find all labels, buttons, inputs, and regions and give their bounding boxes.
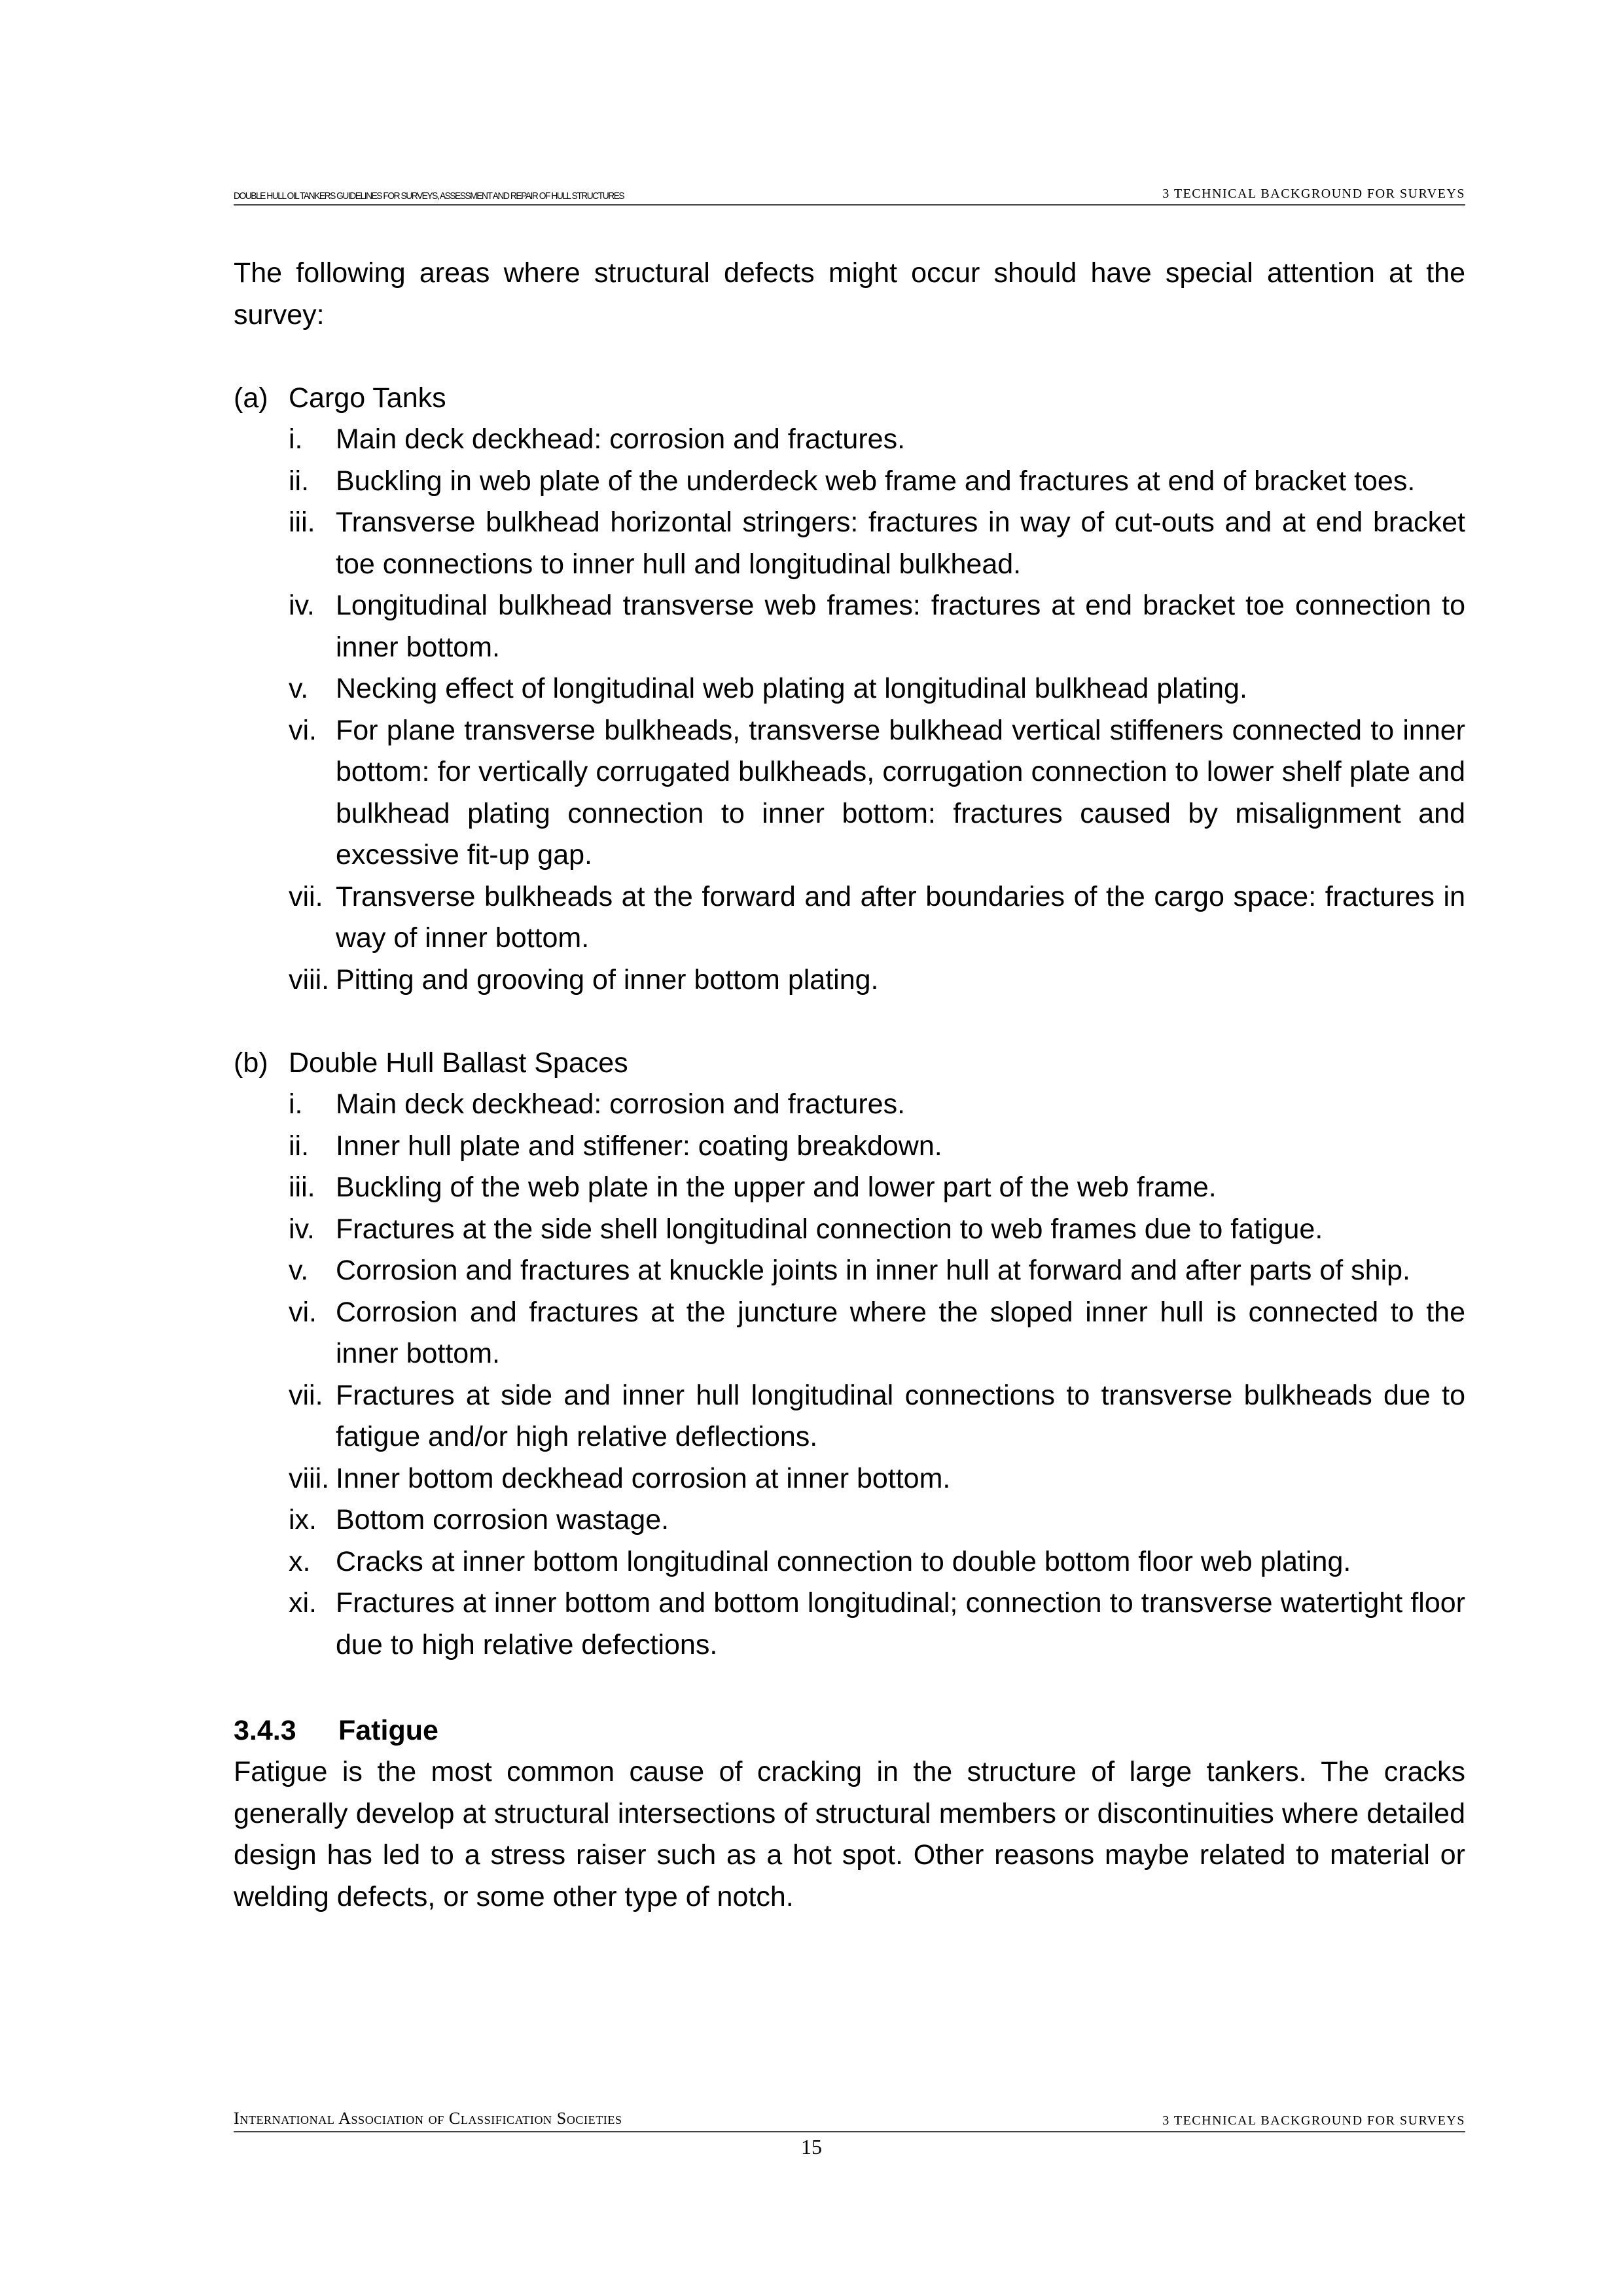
header-document-title: DOUBLE HULL OIL TANKERS GUIDELINES FOR SURVEYS, ASSESSMENT AND REPAIR OF HULL STRUCTURES [234,190,624,202]
item-number: iii. [289,507,315,538]
spacer [234,336,1465,378]
list-item [234,1583,1465,1666]
item-number: xi. [289,1587,317,1619]
item-number: vii. [289,880,323,912]
page-number: 15 [801,2135,822,2159]
defect-list [234,1084,1465,1666]
item-number: v. [289,673,309,704]
running-header [234,185,1465,206]
item-text: Inner bottom deckhead corrosion at inner bottom. [336,1462,951,1494]
item-number: ix. [289,1504,317,1535]
item-text: Transverse bulkheads at the forward and after boundaries of the cargo space: fractures in way of inner bottom. [336,880,1465,954]
list-item [234,1458,1465,1500]
list-item [234,419,1465,461]
intro-paragraph: The following areas where structural defects might occur should have special attention at the survey: [234,257,1465,331]
section-letter: (b) [234,1047,268,1079]
item-text: Fractures at inner bottom and bottom longitudinal; connection to transverse watertight floor due to high relative defections. [336,1587,1465,1660]
item-text: Buckling of the web plate in the upper and lower part of the web frame. [336,1172,1217,1203]
item-text: Main deck deckhead: corrosion and fractures. [336,1088,906,1120]
defect-list [234,419,1465,1001]
section-heading [234,1043,1465,1085]
fatigue-paragraph: Fatigue is the most common cause of cracking in the structure of large tankers. The cracks generally develop at structural intersections of structural members or discontinuities where detailed design has led to a stress raiser such as a hot spot. Other reasons maybe related to material or welding defects, or some other type of notch. [234,1756,1465,1912]
subsection-fatigue [234,1710,1465,1918]
subsection-number: 3.4.3 [234,1714,296,1746]
section-heading [234,378,1465,420]
footer-organization: International Association of Classification Societies [234,2109,622,2128]
section-cargo-tanks [234,378,1465,1001]
spacer [234,1666,1465,1708]
item-text: For plane transverse bulkheads, transverse bulkhead vertical stiffeners connected to inner bottom: for vertically corrugated bulkheads, corrugation connection to lower shelf plate and bulkhead plating connection to inner bottom: fractures caused by misalignment and excessive fit-up gap. [336,714,1465,870]
section-title: Double Hull Ballast Spaces [289,1047,628,1079]
item-text: Fractures at the side shell longitudinal connection to web frames due to fatigue. [336,1213,1323,1245]
item-text: Necking effect of longitudinal web plating at longitudinal bulkhead plating. [336,673,1247,704]
item-text: Corrosion and fractures at the juncture where the sloped inner hull is connected to the inner bottom. [336,1296,1465,1369]
item-number: iv. [289,590,315,621]
item-text: Main deck deckhead: corrosion and fractures. [336,423,906,455]
item-text: Fractures at side and inner hull longitudinal connections to transverse bulkheads due to fatigue and/or high relative deflections. [336,1379,1465,1452]
section-title: Cargo Tanks [289,382,446,414]
item-text: Cracks at inner bottom longitudinal connection to double bottom floor web plating. [336,1545,1351,1577]
list-item [234,502,1465,585]
list-item [234,1541,1465,1583]
item-number: x. [289,1545,311,1577]
section-double-hull-ballast-spaces [234,1043,1465,1666]
subsection-heading [234,1710,1465,1752]
item-text: Inner hull plate and stiffener: coating breakdown. [336,1130,942,1162]
list-item [234,710,1465,876]
item-number: ii. [289,465,310,497]
item-number: viii. [289,963,330,996]
page-content [234,253,1465,1918]
list-item [234,1209,1465,1251]
list-item [234,1499,1465,1541]
list-item [234,668,1465,710]
item-number: i. [289,1088,303,1120]
item-number: v. [289,1255,309,1286]
list-item [234,876,1465,960]
item-number: i. [289,423,303,455]
item-number: iv. [289,1213,315,1245]
list-item [234,960,1465,1001]
header-chapter-title: 3 TECHNICAL BACKGROUND FOR SURVEYS [1162,187,1465,201]
list-item [234,461,1465,503]
running-footer [234,2111,1465,2132]
item-number: ii. [289,1130,310,1162]
list-item [234,585,1465,668]
item-number: vii. [289,1379,323,1411]
list-item [234,1292,1465,1375]
item-text: Buckling in web plate of the underdeck web frame and fractures at end of bracket toes. [336,465,1416,497]
list-item [234,1375,1465,1458]
item-number: viii. [289,1462,330,1494]
item-number: vi. [289,1296,317,1328]
list-item [234,1167,1465,1209]
item-number: iii. [289,1172,315,1203]
item-text: Longitudinal bulkhead transverse web frames: fractures at end bracket toe connection to inner bottom. [336,590,1465,663]
list-item [234,1250,1465,1292]
item-number: vi. [289,714,317,746]
section-letter: (a) [234,382,268,414]
item-text: Corrosion and fractures at knuckle joints in inner hull at forward and after parts of ship. [336,1255,1410,1286]
subsection-title: Fatigue [338,1714,438,1746]
item-text: Pitting and grooving of inner bottom plating. [336,963,879,996]
item-text: Transverse bulkhead horizontal stringers: fractures in way of cut-outs and at end bracket toe connections to inner hull and longitudinal bulkhead. [336,507,1465,580]
list-item [234,1084,1465,1126]
spacer [234,1001,1465,1043]
footer-chapter-title: 3 TECHNICAL BACKGROUND FOR SURVEYS [1162,2113,1465,2128]
item-text: Bottom corrosion wastage. [336,1504,669,1535]
list-item [234,1126,1465,1168]
